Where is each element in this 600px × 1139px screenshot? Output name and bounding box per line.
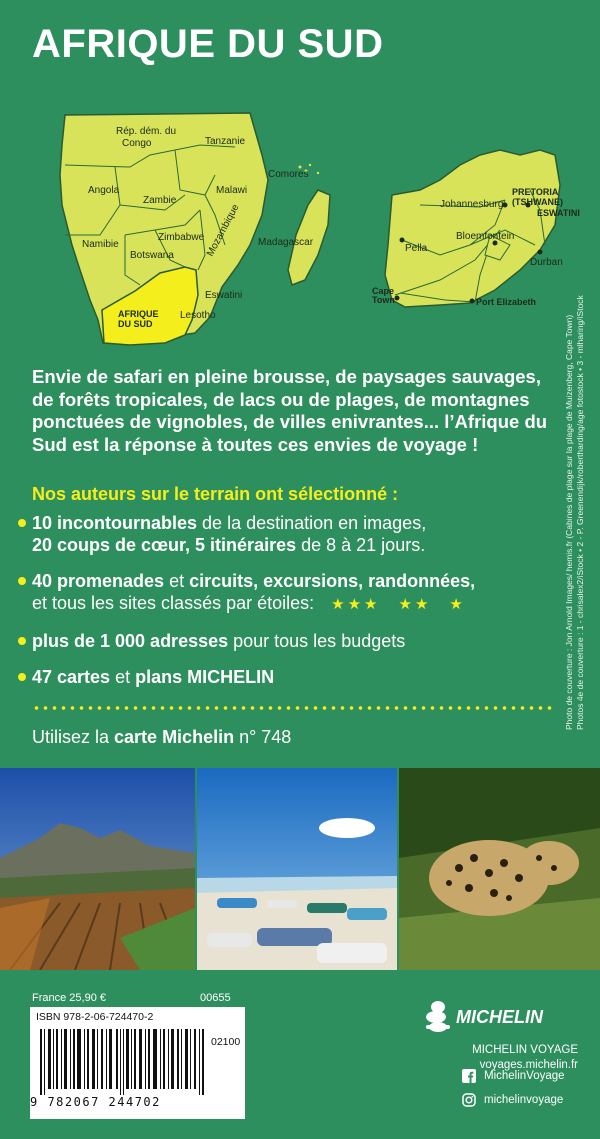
- map-southern-africa: [60, 113, 330, 345]
- map-label: (TSHWANE): [512, 197, 563, 207]
- map-label: Zambie: [143, 195, 177, 206]
- map-south-africa-detail: [372, 150, 580, 307]
- map-label: Cape: [372, 286, 395, 296]
- carte-bold: carte Michelin: [114, 727, 235, 747]
- feature-bold: 40 promenades: [32, 571, 165, 591]
- map-label: AFRIQUE: [118, 309, 159, 319]
- feature-text: de la destination en images,: [197, 513, 427, 533]
- instagram-link[interactable]: [462, 1090, 565, 1110]
- price-label: France 25,90 €: [32, 992, 106, 1004]
- feature-text: et: [110, 667, 136, 687]
- michelin-wordmark: MICHELIN: [456, 1007, 543, 1027]
- feature-item: [18, 512, 558, 556]
- isbn-text: ISBN 978-2-06-724470-2: [36, 1011, 154, 1023]
- facebook-handle: MichelinVoyage: [484, 1070, 565, 1082]
- feature-item: [18, 570, 558, 616]
- bullet-dot-icon: [18, 637, 26, 645]
- barcode-digits: 9 782067 244702: [30, 1095, 161, 1109]
- map-label: DU SUD: [118, 319, 153, 329]
- carte-line: [32, 727, 291, 748]
- product-code: 02100: [211, 1036, 241, 1048]
- intro-text: Envie de safari en pleine brousse, de paysages sauvages, de forêts tropicales, de lacs ou de plages, de montagnes ponctuées de vignobles, de villes enivrantes... l’Afrique du Sud est la réponse à toutes ces envies de voyage !: [32, 366, 548, 455]
- map-label: Bloemfontein: [456, 231, 515, 242]
- bullet-dot-icon: [18, 673, 26, 681]
- credit-line: Photo de couverture : Jon Arnold Images/ hemis.fr (Cabines de plage sur la plage de Muizenberg, Cape Town): [564, 314, 574, 730]
- map-label: Lesotho: [180, 310, 216, 321]
- map-label: Angola: [88, 185, 120, 196]
- maps-area: [0, 95, 600, 355]
- map-label: Botswana: [130, 250, 174, 261]
- facebook-icon: [462, 1069, 476, 1083]
- map-label: ESWATINI: [537, 208, 580, 218]
- map-label: Madagascar: [258, 237, 314, 248]
- feature-text: et tous les sites classés par étoiles:: [32, 593, 315, 613]
- map-label: Namibie: [82, 239, 119, 250]
- bullet-dot-icon: [18, 519, 26, 527]
- photo-vineyard: [0, 768, 195, 970]
- map-sa-landmass: [385, 150, 560, 307]
- photo-beach-boats: [197, 768, 397, 970]
- carte-prefix: Utilisez la: [32, 727, 115, 747]
- barcode-bars-icon: [40, 1029, 205, 1095]
- map-label: Comores: [268, 169, 309, 180]
- map-label: PRETORIA: [512, 187, 559, 197]
- website[interactable]: voyages.michelin.fr: [479, 1059, 578, 1071]
- bullet-dot-icon: [18, 577, 26, 585]
- feature-bold: plans MICHELIN: [135, 667, 275, 687]
- feature-bold: 20 coups de cœur, 5 itinéraires: [32, 535, 297, 555]
- dotted-divider: [32, 706, 552, 710]
- feature-item: [18, 666, 558, 688]
- michelin-logo: [420, 995, 590, 1035]
- stars-one-icon: ★: [449, 596, 466, 613]
- stars-three-icon: ★★★: [331, 596, 381, 613]
- photo-leopard: [399, 768, 600, 970]
- feature-text: et: [164, 571, 190, 591]
- feature-text: de 8 à 21 jours.: [296, 535, 426, 555]
- map-label: Port Elizabeth: [476, 297, 537, 307]
- map-label: Eswatini: [205, 290, 243, 301]
- map-label: Zimbabwe: [158, 232, 205, 243]
- photo-credits: [564, 290, 594, 730]
- star-ratings: [331, 596, 484, 613]
- book-title: AFRIQUE DU SUD: [32, 22, 384, 66]
- barcode: [30, 1007, 245, 1119]
- map-label: Rép. dém. du: [116, 126, 177, 137]
- map-label: Pella: [405, 243, 428, 254]
- map-label: Durban: [530, 257, 563, 268]
- product-number: 00655: [200, 992, 231, 1004]
- carte-suffix: n° 748: [234, 727, 292, 747]
- maps-svg: [0, 95, 600, 355]
- feature-bold: 47 cartes: [32, 667, 111, 687]
- credit-line: Photos 4e de couverture : 1 - chrisalex2/iStock • 2 - P. Greenendijk/robertharding/age fotostock • 3 - mlharing/iStock: [575, 295, 585, 730]
- feature-item: [18, 630, 558, 652]
- instagram-handle: michelinvoyage: [484, 1094, 564, 1106]
- feature-text: pour tous les budgets: [228, 631, 406, 651]
- map-label: Johannesburg: [440, 199, 504, 210]
- feature-bold: 10 incontournables: [32, 513, 198, 533]
- map-label: Mozambique: [204, 202, 242, 259]
- feature-bold: plus de 1 000 adresses: [32, 631, 229, 651]
- section-title: Nos auteurs sur le terrain ont sélectionné :: [32, 484, 399, 504]
- facebook-link[interactable]: [462, 1066, 565, 1086]
- social-links: [462, 1066, 565, 1114]
- map-label: Malawi: [216, 185, 248, 196]
- map-label: Tanzanie: [205, 136, 246, 147]
- michelin-voyage: MICHELIN VOYAGE: [472, 1044, 578, 1056]
- back-cover-footer: [0, 970, 600, 1139]
- instagram-icon: [462, 1093, 476, 1107]
- feature-bold: circuits, excursions, randonnées,: [189, 571, 476, 591]
- photo-strip: [0, 768, 600, 970]
- feature-list: [18, 512, 558, 702]
- map-label: Congo: [122, 138, 152, 149]
- map-label: Town: [372, 295, 395, 305]
- stars-two-icon: ★★: [398, 596, 432, 613]
